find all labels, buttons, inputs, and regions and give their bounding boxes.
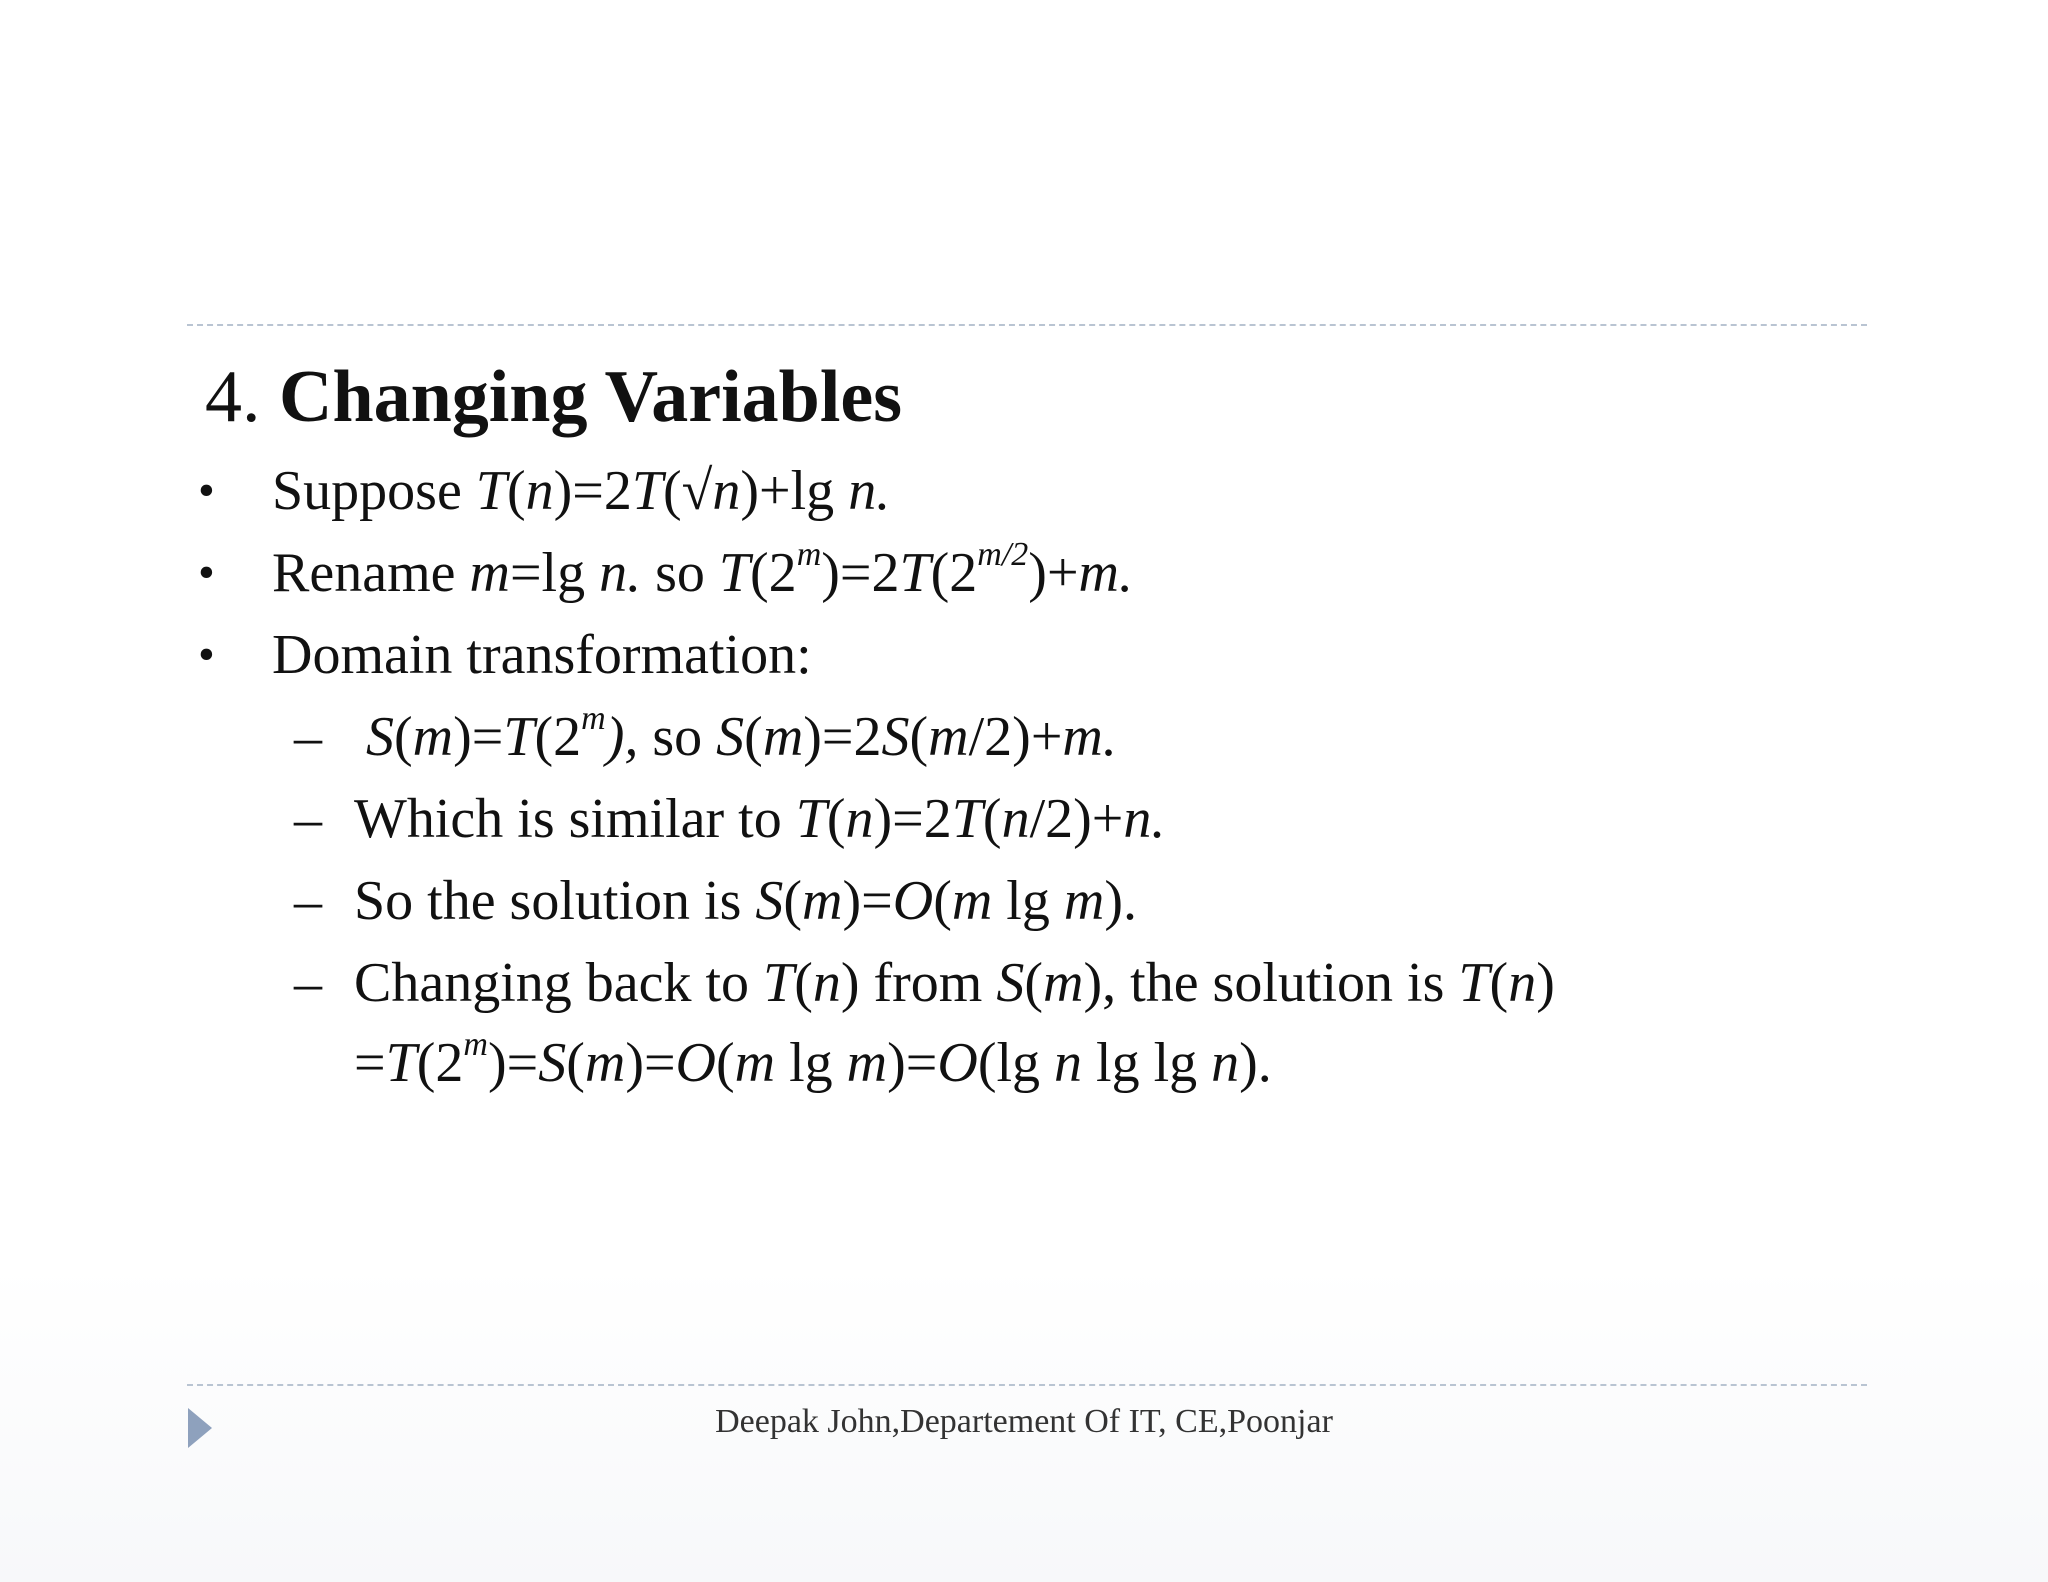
math-superscript: m/2 [977, 536, 1029, 574]
math-op: ) from [840, 952, 997, 1014]
math-var: n. [1123, 788, 1166, 850]
bullet-text: Rename [272, 542, 470, 604]
math-var: n [1508, 952, 1537, 1014]
math-op: ), [605, 706, 639, 768]
bullet-item-1 [272, 456, 890, 526]
sub-item-2 [354, 784, 1165, 854]
sub-item-4 [354, 948, 1555, 1018]
sub-item-4-continued [354, 1028, 1272, 1098]
math-op: ( [826, 788, 846, 850]
math-op: )= [487, 1032, 539, 1094]
bullet-item-3 [272, 620, 812, 690]
sub-item-text: Changing back to [354, 952, 764, 1014]
math-var: T [899, 542, 931, 604]
bullet-text: Domain transformation: [272, 624, 812, 686]
math-op: (√ [663, 460, 713, 522]
math-op: )=2 [803, 706, 882, 768]
sub-item-3 [354, 866, 1137, 936]
title-text: Changing Variables [279, 356, 903, 438]
bullet-marker: • [198, 628, 215, 681]
math-var: O [892, 870, 934, 932]
math-var: m [469, 542, 510, 604]
math-op: ( [744, 706, 763, 768]
dash-marker: – [294, 952, 322, 1014]
math-op: so [638, 706, 717, 768]
math-op: ), the solution is [1083, 952, 1459, 1014]
bottom-divider [187, 1384, 1867, 1386]
math-var: n [712, 460, 741, 522]
dash-marker: – [294, 788, 322, 850]
math-op: (2 [534, 706, 582, 768]
math-var: T [951, 788, 983, 850]
math-var: T [385, 1032, 417, 1094]
math-var: m [846, 1032, 888, 1094]
footer-text: Deepak John,Departement Of IT, CE,Poonjar [715, 1403, 1333, 1440]
bullet-marker: • [198, 464, 215, 517]
math-superscript: m [796, 536, 822, 574]
math-op: )= [887, 1032, 938, 1094]
math-var: m [734, 1032, 776, 1094]
math-var: T [1458, 952, 1490, 1014]
math-op: so [641, 542, 719, 604]
math-op: /2)+ [1029, 788, 1124, 850]
math-op: ). [1104, 870, 1137, 932]
math-op: ( [909, 706, 929, 768]
math-var: n [812, 952, 841, 1014]
math-var: n [1001, 788, 1030, 850]
math-op: )= [625, 1032, 676, 1094]
math-var: T [763, 952, 795, 1014]
math-op: ( [982, 788, 1002, 850]
math-var: S [755, 870, 784, 932]
title-number: 4. [205, 356, 261, 438]
math-var: S [881, 706, 910, 768]
math-op: ( [716, 1032, 735, 1094]
math-op: ( [566, 1032, 585, 1094]
math-op: ( [1489, 952, 1509, 1014]
dash-marker: – [294, 870, 322, 932]
math-op: ). [1239, 1032, 1272, 1094]
math-var: m [1043, 952, 1084, 1014]
math-var: m [951, 870, 993, 932]
bullet-item-2 [272, 538, 1133, 608]
math-op: (2 [930, 542, 978, 604]
math-var: S [366, 706, 394, 768]
math-op: ( [783, 870, 803, 932]
math-var: m [928, 706, 969, 768]
math-op: ) [1536, 952, 1555, 1014]
math-var: m [412, 706, 454, 768]
math-op: )=2 [821, 542, 900, 604]
math-op: ( [794, 952, 813, 1014]
math-var: m [1063, 870, 1105, 932]
math-var: m. [1078, 542, 1133, 604]
math-op: ( [933, 870, 952, 932]
math-op: )=2 [873, 788, 952, 850]
top-divider [187, 324, 1867, 326]
math-var: n [845, 788, 874, 850]
sub-item-1 [366, 702, 1117, 772]
math-var: n. [848, 460, 891, 522]
math-var: n [1054, 1032, 1083, 1094]
math-var: T [631, 460, 663, 522]
math-op: )+ [1028, 542, 1079, 604]
math-op: )= [842, 870, 893, 932]
math-var: S [996, 952, 1025, 1014]
math-var: S [716, 706, 745, 768]
math-superscript: m [463, 1026, 488, 1064]
bullet-text: Suppose [272, 460, 476, 522]
math-op: lg [775, 1032, 847, 1094]
slide-title [205, 352, 902, 442]
sub-item-text: Which is similar to [354, 788, 796, 850]
math-var: T [503, 706, 535, 768]
math-op: ( [1024, 952, 1044, 1014]
math-op: /2)+ [968, 706, 1063, 768]
math-var: m. [1062, 706, 1117, 768]
math-op: ( [506, 460, 526, 522]
math-op: (lg [977, 1032, 1055, 1094]
math-var: m [762, 706, 804, 768]
math-op: )=2 [553, 460, 632, 522]
math-op: =lg [509, 542, 600, 604]
bullet-marker: • [198, 546, 215, 599]
math-op: lg lg [1082, 1032, 1212, 1094]
dash-marker: – [294, 706, 322, 768]
math-var: S [538, 1032, 567, 1094]
math-var: n. [599, 542, 642, 604]
math-superscript: m [581, 700, 606, 738]
math-op: )= [453, 706, 504, 768]
math-var: m [584, 1032, 626, 1094]
math-var: m [802, 870, 843, 932]
math-op: lg [992, 870, 1064, 932]
math-var: O [675, 1032, 716, 1094]
math-var: T [475, 460, 507, 522]
math-var: n [1211, 1032, 1240, 1094]
math-op: ( [394, 706, 413, 768]
math-var: T [795, 788, 827, 850]
math-op: (2 [750, 542, 797, 604]
math-var: O [937, 1032, 978, 1094]
math-var: T [718, 542, 751, 604]
sub-item-text: So the solution is [354, 870, 756, 932]
math-op: = [354, 1032, 386, 1094]
math-var: n [525, 460, 554, 522]
math-op: )+lg [740, 460, 849, 522]
math-op: (2 [416, 1032, 464, 1094]
